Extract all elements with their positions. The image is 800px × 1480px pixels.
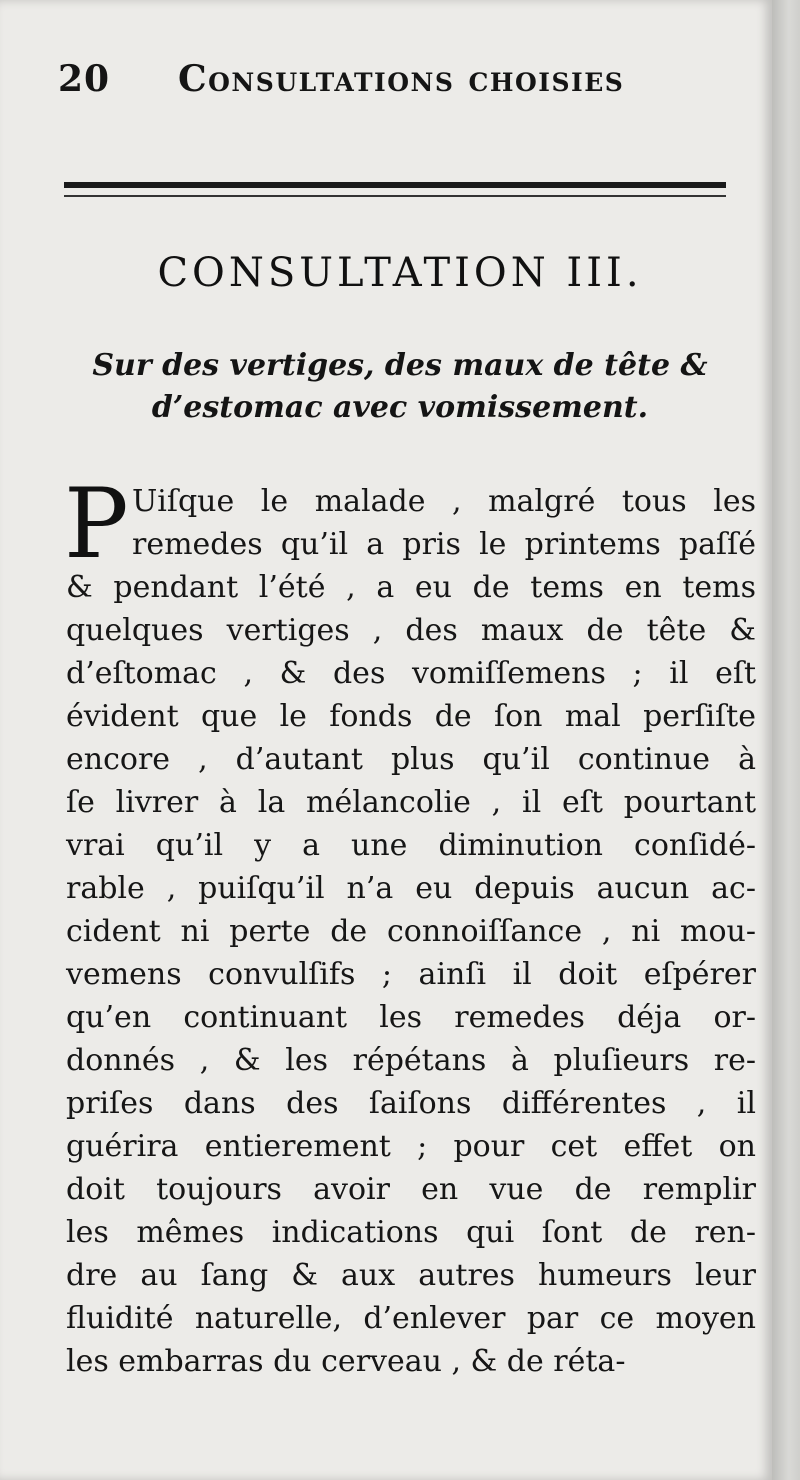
subtitle-line-2: d’estomac avec vomissement. <box>151 390 649 425</box>
drop-cap: P <box>64 468 129 580</box>
body-first-lines <box>132 480 756 566</box>
body-line: guérira entierement ; pour cet effet on <box>66 1129 756 1164</box>
body-text <box>66 566 756 1383</box>
body-line: vrai qu’il y a une diminution conſidé- <box>66 828 756 863</box>
chapter-subtitle <box>60 345 740 429</box>
page-gutter <box>772 0 800 1480</box>
body-line: fluidité naturelle, d’enlever par ce moyen <box>66 1301 756 1336</box>
body-line: les mêmes indications qui ſont de ren- <box>66 1215 756 1250</box>
body-line: priſes dans des ſaiſons différentes , il <box>66 1086 756 1121</box>
body-line: évident que le fonds de ſon mal perſiſte <box>66 699 756 734</box>
running-title: Consultations choisies <box>178 58 625 100</box>
chapter-heading: CONSULTATION III. <box>157 250 643 296</box>
body-line: vemens convulſifs ; ainſi il doit eſpérer <box>66 957 756 992</box>
body-line: dre au ſang & aux autres humeurs leur <box>66 1258 756 1293</box>
body-line: remedes qu’il a pris le printems paſſé <box>132 527 756 562</box>
page-number: 20 <box>58 58 111 100</box>
header-rule <box>64 182 726 188</box>
body-line: les embarras du cerveau , & de réta- <box>66 1344 626 1379</box>
body-line: cident ni perte de connoiſſance , ni mou- <box>66 914 756 949</box>
body-line: qu’en continuant les remedes déja or- <box>66 1000 756 1035</box>
body-line: doit toujours avoir en vue de remplir <box>66 1172 756 1207</box>
body-line: quelques vertiges , des maux de tête & <box>66 613 756 648</box>
body-line: donnés , & les répétans à pluſieurs re- <box>66 1043 756 1078</box>
body-line: Uiſque le malade , malgré tous les <box>132 484 756 519</box>
body-line: ſe livrer à la mélancolie , il eſt pourtant <box>66 785 756 820</box>
subtitle-line-1: Sur des vertiges, des maux de tête & <box>92 348 708 383</box>
body-line: rable , puiſqu’il n’a eu depuis aucun ac- <box>66 871 756 906</box>
body-line: d’eſtomac , & des vomiſſemens ; il eſt <box>66 656 756 691</box>
header-rule-thin <box>64 195 726 197</box>
body-line: & pendant l’été , a eu de tems en tems <box>66 570 756 605</box>
body-line: encore , d’autant plus qu’il continue à <box>66 742 756 777</box>
